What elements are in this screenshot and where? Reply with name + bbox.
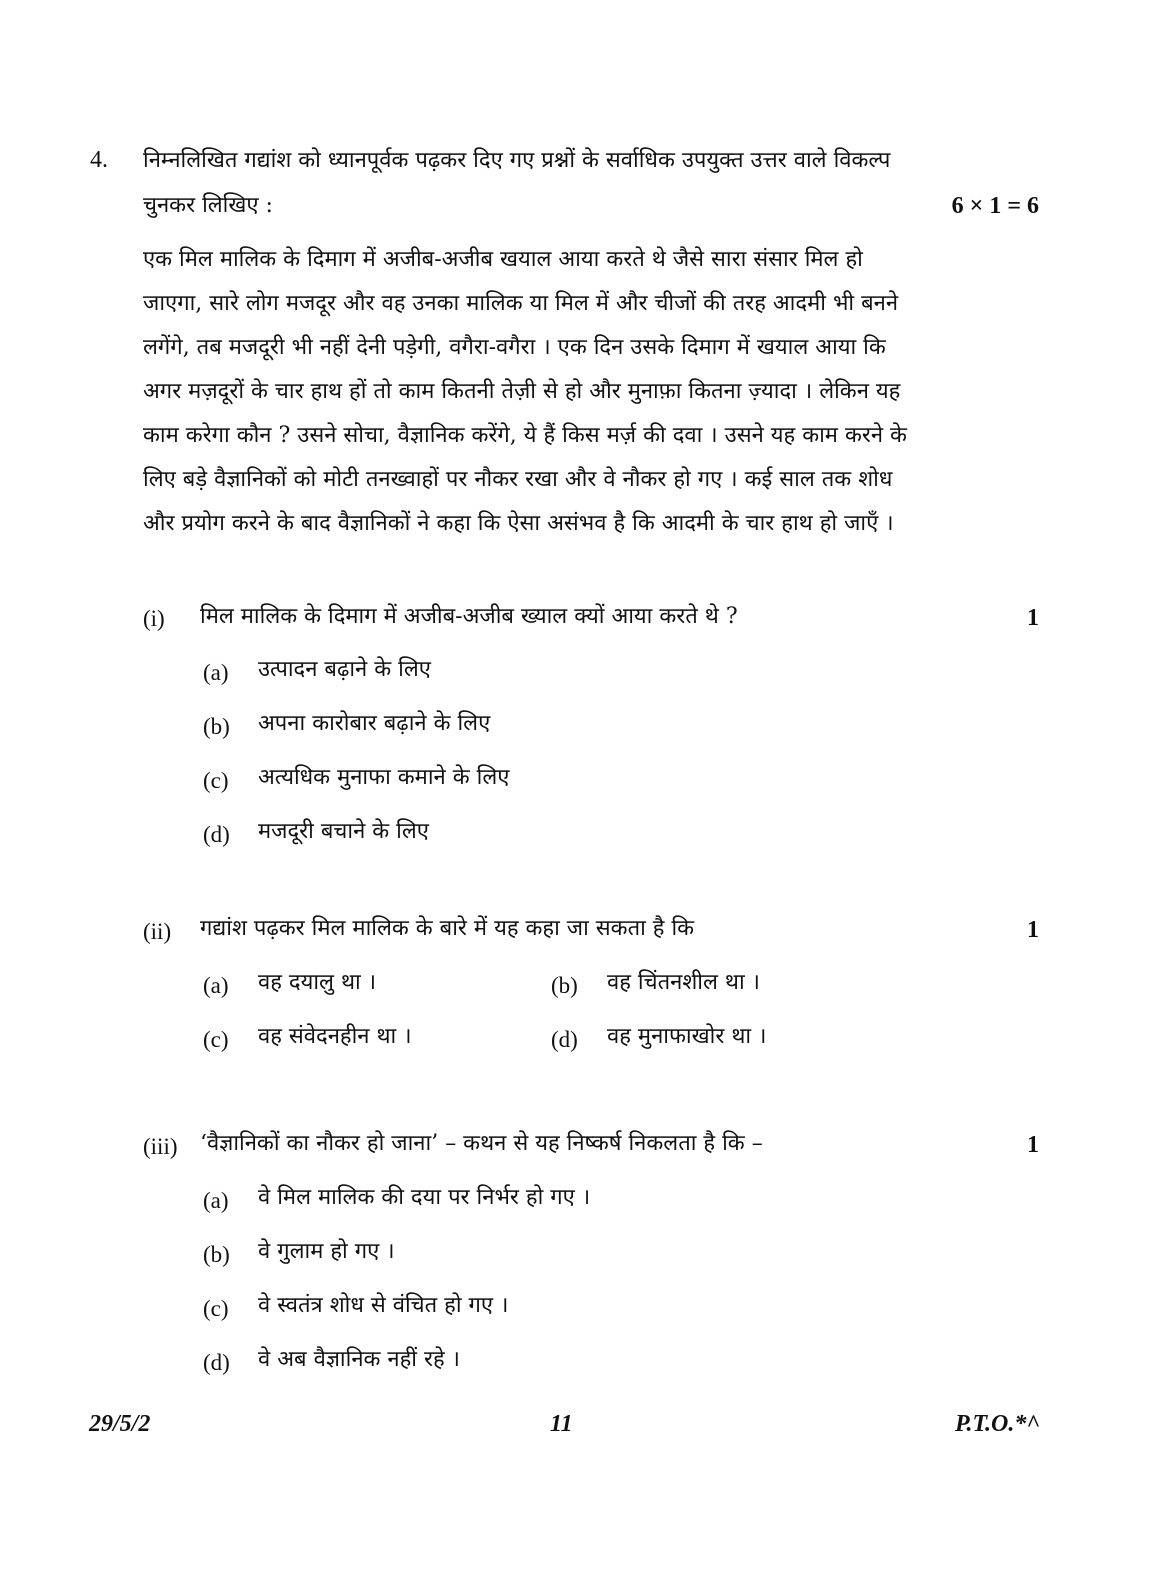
option-text: उत्पादन बढ़ाने के लिए	[258, 657, 431, 682]
option-text: अपना कारोबार बढ़ाने के लिए	[258, 711, 491, 736]
option-label: (d)	[551, 1027, 578, 1052]
option-text: वे अब वैज्ञानिक नहीं रहे ।	[258, 1347, 461, 1372]
subq-text-iii: ‘वैज्ञानिकों का नौकर हो जाना’ – कथन से यह निष्कर्ष निकलता है कि –	[200, 1131, 763, 1156]
passage-line: लगेंगे, तब मजदूरी भी नहीं देनी पड़ेगी, वगैरा-वगैरा । एक दिन उसके दिमाग में खयाल आया कि	[143, 335, 886, 360]
subq-marks-ii: 1	[1027, 917, 1039, 943]
paper-code: 29/5/2	[89, 1411, 151, 1437]
passage-line: और प्रयोग करने के बाद वैज्ञानिकों ने कहा कि ऐसा असंभव है कि आदमी के चार हाथ हो जाएँ ।	[143, 511, 894, 536]
subq-label-iii: (iii)	[143, 1134, 178, 1159]
subq-text-i: मिल मालिक के दिमाग में अजीब-अजीब ख्याल क्यों आया करते थे ?	[200, 604, 738, 629]
option-label: (a)	[203, 1188, 229, 1213]
option-label: (b)	[203, 714, 230, 739]
passage-line: अगर मज़दूरों के चार हाथ हों तो काम कितनी तेज़ी से हो और मुनाफ़ा कितना ज़्यादा । लेकिन यह	[143, 379, 901, 404]
question-marks: 6 × 1 = 6	[951, 193, 1039, 219]
option-text: वह मुनाफाखोर था ।	[607, 1024, 767, 1049]
option-label: (c)	[203, 1027, 229, 1052]
subq-text-ii: गद्यांश पढ़कर मिल मालिक के बारे में यह कहा जा सकता है कि	[200, 916, 695, 941]
passage	[143, 238, 1043, 546]
option-label: (b)	[551, 973, 578, 998]
option-text: वे मिल मालिक की दया पर निर्भर हो गए ।	[258, 1185, 591, 1210]
question-instruction-line2: चुनकर लिखिए :	[143, 193, 273, 218]
option-text: वे स्वतंत्र शोध से वंचित हो गए ।	[258, 1293, 509, 1318]
passage-line: जाएगा, सारे लोग मजदूर और वह उनका मालिक या मिल में और चीजों की तरह आदमी भी बनने	[143, 291, 899, 316]
option-text: वे गुलाम हो गए ।	[258, 1239, 395, 1264]
page-number: 11	[550, 1411, 573, 1437]
pto-label: P.T.O.*^	[954, 1411, 1040, 1437]
subq-marks-iii: 1	[1027, 1132, 1039, 1158]
question-instruction-line1: निम्नलिखित गद्यांश को ध्यानपूर्वक पढ़कर दिए गए प्रश्नों के सर्वाधिक उपयुक्त उत्तर वाले विकल्प	[143, 148, 891, 173]
option-label: (c)	[203, 768, 229, 793]
passage-line: काम करेगा कौन ? उसने सोचा, वैज्ञानिक करेंगे, ये हैं किस मर्ज़ की दवा । उसने यह काम करने के	[143, 423, 907, 448]
option-label: (a)	[203, 973, 229, 998]
subq-label-i: (i)	[143, 606, 165, 631]
subq-marks-i: 1	[1027, 605, 1039, 631]
option-label: (c)	[203, 1296, 229, 1321]
option-text: वह चिंतनशील था ।	[607, 970, 760, 995]
subq-label-ii: (ii)	[143, 919, 172, 944]
option-text: वह संवेदनहीन था ।	[258, 1024, 412, 1049]
option-text: अत्यधिक मुनाफा कमाने के लिए	[258, 765, 510, 790]
option-text: मजदूरी बचाने के लिए	[258, 819, 429, 844]
option-label: (d)	[203, 1350, 230, 1375]
option-label: (d)	[203, 822, 230, 847]
option-label: (b)	[203, 1242, 230, 1267]
passage-line: लिए बड़े वैज्ञानिकों को मोटी तनख्वाहों पर नौकर रखा और वे नौकर हो गए । कई साल तक शोध	[143, 467, 893, 492]
passage-line: एक मिल मालिक के दिमाग में अजीब-अजीब खयाल आया करते थे जैसे सारा संसार मिल हो	[143, 247, 863, 272]
option-label: (a)	[203, 660, 229, 685]
option-text: वह दयालु था ।	[258, 970, 377, 995]
question-number: 4.	[90, 147, 108, 173]
